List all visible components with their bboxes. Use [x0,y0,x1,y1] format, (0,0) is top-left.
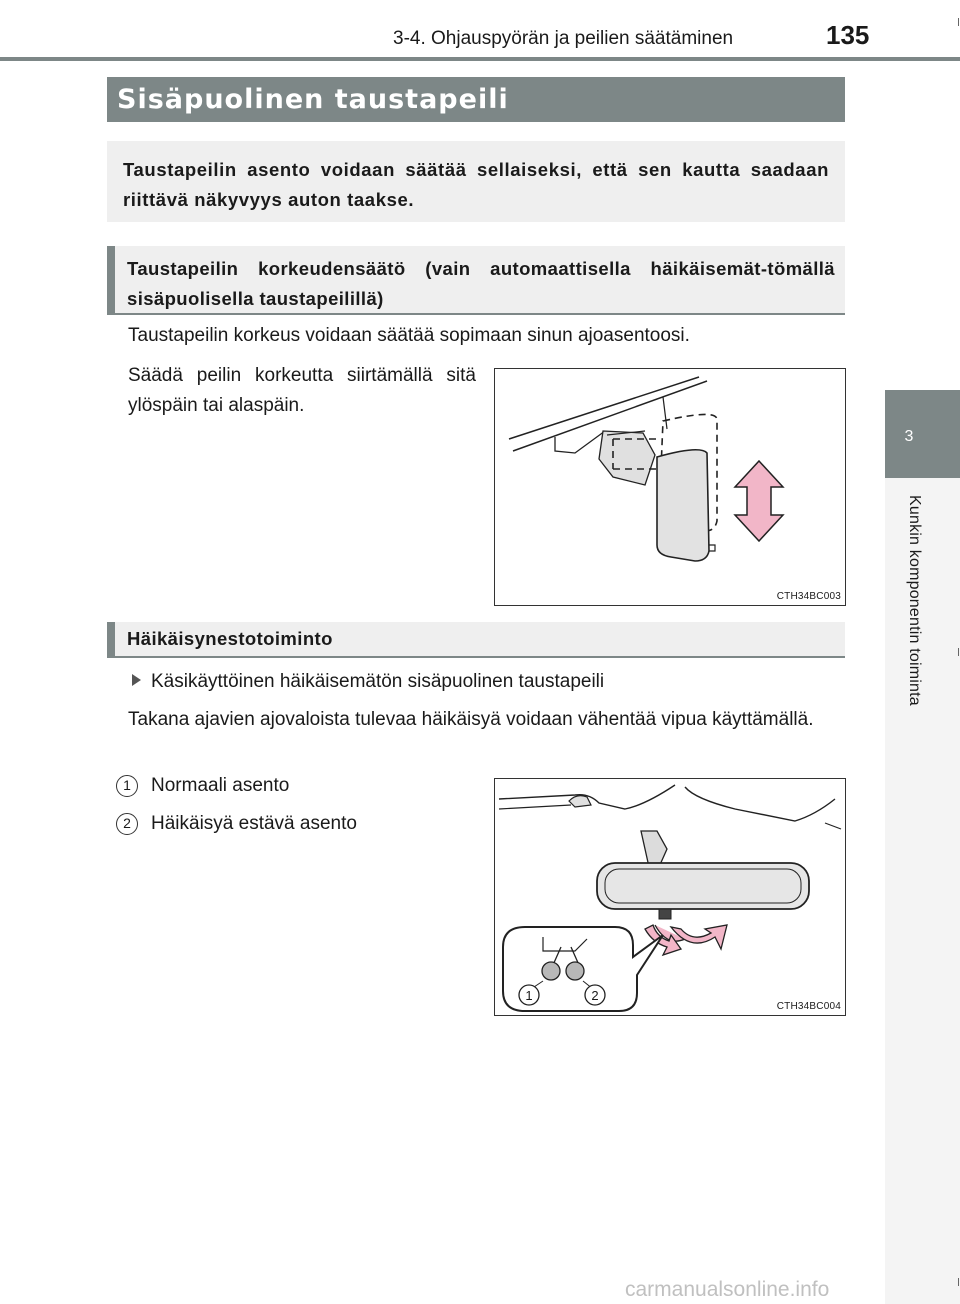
figure-code: CTH34BC004 [776,1001,841,1012]
header-title: 3-4. Ohjauspyörän ja peilien säätäminen [393,28,734,49]
item-label-1: Normaali asento [151,775,290,796]
watermark: carmanualsonline.info [625,1278,830,1301]
height-adjust-heading [107,246,845,315]
side-tick [958,648,959,656]
height-adjust-text: Taustapeilin korkeus voidaan säätää sopimaan sinun ajoasentoosi. [128,325,690,346]
figure-mirror-height [494,368,846,606]
intro-box [107,141,845,222]
anti-glare-heading-text: Häikäisynestotoiminto [127,628,333,649]
mirror-height-illustration [495,369,846,606]
callout-number-1: 1 [525,988,533,1003]
item-number-1: 1 [116,775,138,797]
item-label-2: Häikäisyä estävä asento [151,813,357,834]
figure-code: CTH34BC003 [776,591,841,602]
figure-anti-glare [494,778,846,1016]
chapter-title: Kunkin komponentin toiminta [906,495,923,706]
anti-glare-text: Takana ajavien ajovaloista tulevaa häikäisyä voidaan vähentää vipua käyttämällä. [128,709,814,730]
callout-number-2: 2 [591,988,599,1003]
header-rule [0,57,960,61]
anti-glare-bullet [132,667,832,697]
intro-text: Taustapeilin asento voidaan säätää sellaiseksi, että sen kautta saadaan riittävä näkyvyys auton taakse. [123,159,829,210]
side-tick [958,1278,959,1286]
side-tick [958,18,959,26]
bullet-arrow-icon [132,674,141,686]
anti-glare-bullet-text: Käsikäyttöinen häikäisemätön sisäpuolinen taustapeili [151,671,605,692]
anti-glare-heading [107,622,845,658]
side-tab [885,390,960,478]
anti-glare-illustration [495,779,846,1016]
chapter-number: 3 [904,428,914,445]
page-number: 135 [826,20,870,50]
height-adjust-instruction: Säädä peilin korkeutta siirtämällä sitä ylöspäin tai alaspäin. [128,365,476,416]
height-adjust-heading-text: Taustapeilin korkeudensäätö (vain automaattisella häikäisemät-tömällä sisäpuolisella taustapeilillä) [127,258,835,309]
item-number-2: 2 [116,813,138,835]
section-banner [107,77,845,122]
section-title: Sisäpuolinen taustapeili [117,84,509,115]
